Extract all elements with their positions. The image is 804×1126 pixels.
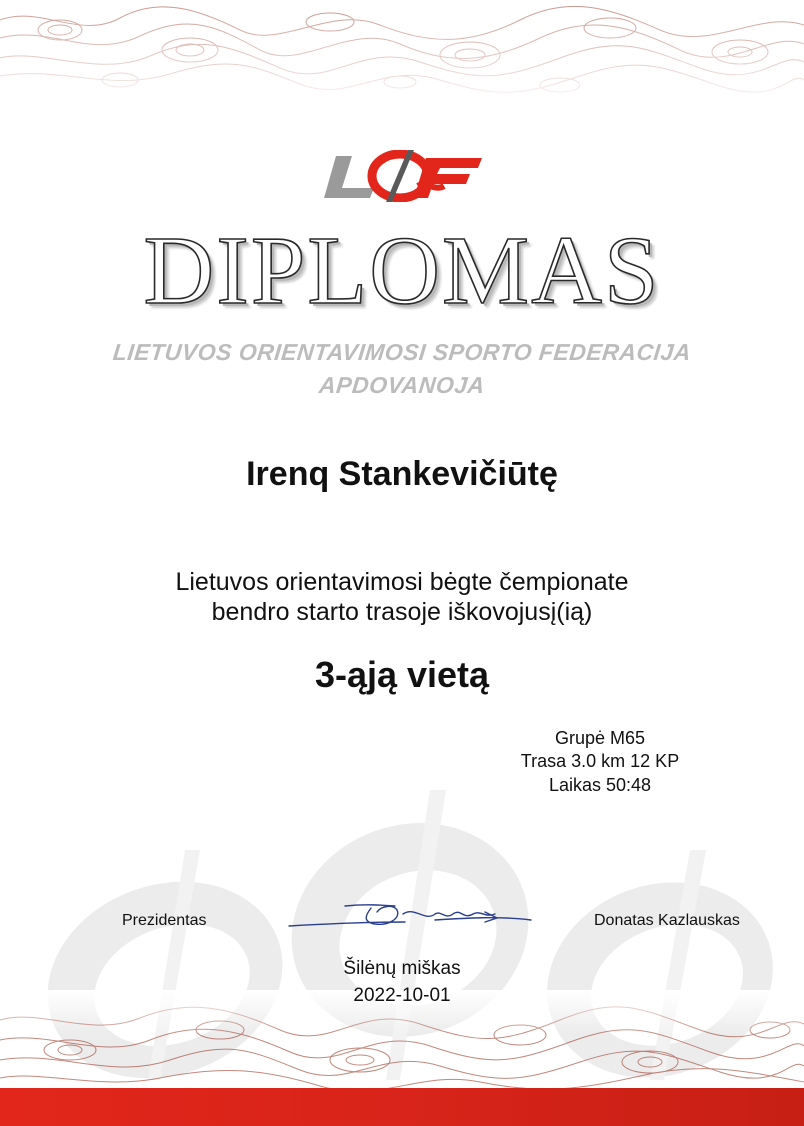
place-award: 3-ąją vietą	[314, 654, 490, 695]
event-location: Šilėnų miškas	[343, 958, 461, 979]
organization-name: LIETUVOS ORIENTAVIMOSI SPORTO FEDERACIJA	[111, 339, 693, 365]
recipient-name: Irenq Stankevičiūtę	[246, 455, 558, 493]
event-date: 2022-10-01	[353, 985, 451, 1006]
description-line-1: Lietuvos orientavimosi bėgte čempionate	[175, 568, 629, 596]
time-detail: Laikas 50:48	[548, 775, 652, 795]
description-line-2: bendro starto trasoje iškovojusį(ią)	[211, 598, 593, 626]
handwritten-signature	[285, 896, 535, 932]
president-label: Prezidentas	[122, 912, 207, 929]
diploma-title: DIPLOMAS	[143, 217, 661, 325]
signer-name: Donatas Kazlauskas	[594, 912, 740, 929]
bottom-red-band	[0, 1088, 804, 1126]
group-detail: Grupė M65	[554, 728, 646, 748]
course-detail: Trasa 3.0 km 12 KP	[520, 751, 680, 771]
top-contour-map-pattern	[0, 0, 804, 110]
award-verb: APDOVANOJA	[317, 372, 487, 398]
losf-logo	[322, 150, 488, 202]
